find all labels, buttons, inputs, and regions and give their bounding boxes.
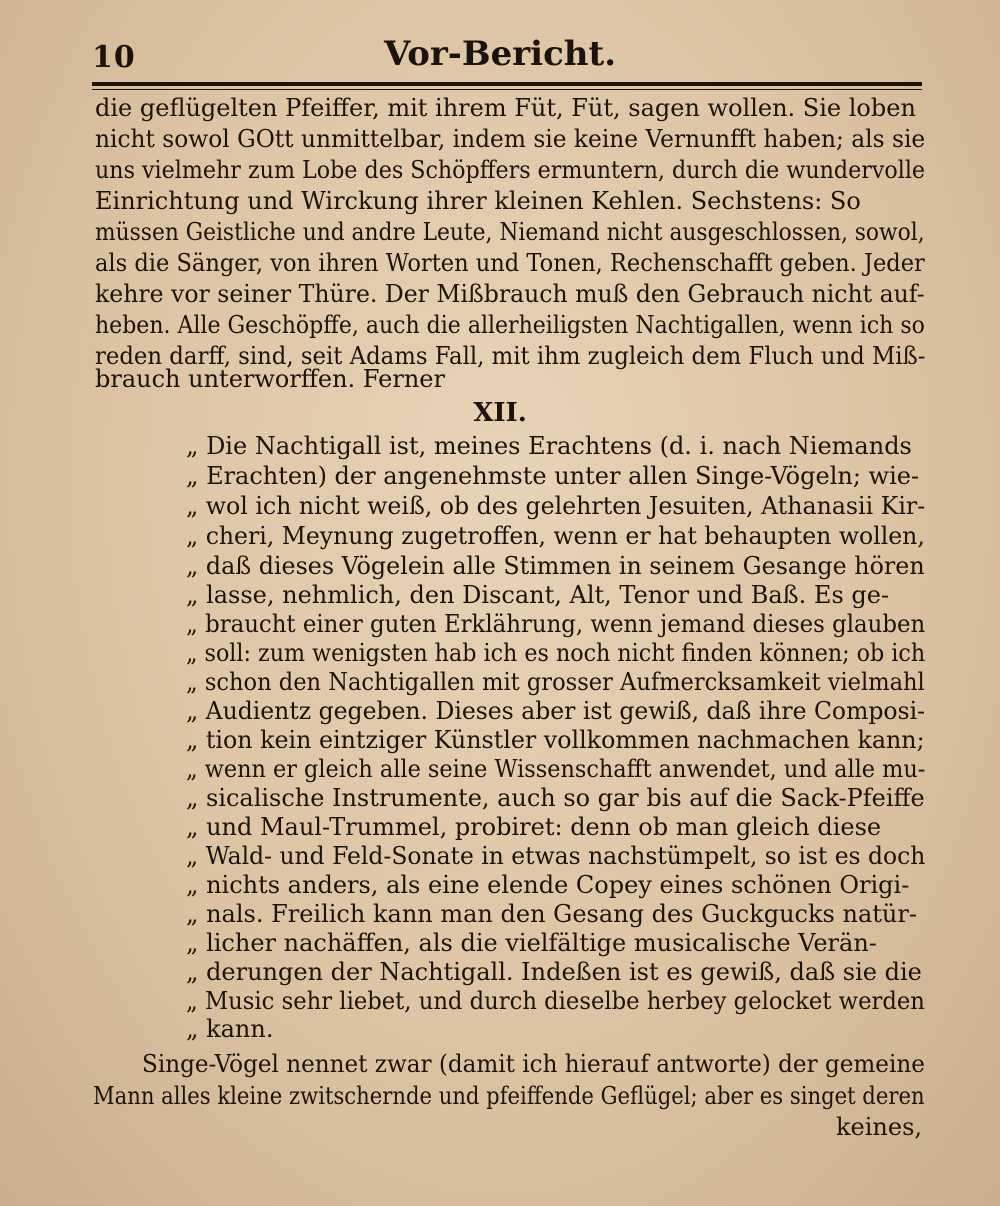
quote-line: „ lasse, nehmlich, den Discant, Alt, Tenor und Baß. Es ge-: [186, 581, 890, 609]
catchword: keines,: [836, 1113, 923, 1141]
text-line: brauch unterworffen. Ferner: [95, 365, 445, 393]
text-line: als die Sänger, von ihren Worten und Tonen, Rechenschafft geben. Jeder: [95, 249, 925, 277]
text-line: die geflügelten Pfeiffer, mit ihrem Füt, Füt, sagen wollen. Sie loben: [95, 94, 916, 122]
quote-line: „ derungen der Nachtigall. Indeßen ist es gewiß, daß sie die: [186, 958, 922, 986]
quote-line: „ Erachten) der angenehmste unter allen Singe-Vögeln; wie-: [186, 462, 920, 490]
text-line: heben. Alle Geschöpffe, auch die allerheiligsten Nachtigallen, wenn ich so: [95, 311, 925, 339]
quote-line: „ kann.: [186, 1015, 274, 1043]
text-line: nicht sowol GOtt unmittelbar, indem sie keine Vernunfft haben; als sie: [95, 125, 926, 153]
text-line: kehre vor seiner Thüre. Der Mißbrauch muß den Gebrauch nicht auf-: [95, 280, 925, 308]
text-line: Einrichtung und Wirckung ihrer kleinen Kehlen. Sechstens: So: [95, 187, 861, 215]
text-line: reden darff, sind, seit Adams Fall, mit ihm zugleich dem Fluch und Miß-: [95, 342, 926, 370]
section-heading: XII.: [473, 398, 527, 428]
quote-line: „ soll: zum wenigsten hab ich es noch nicht finden können; ob ich: [186, 639, 926, 667]
quote-line: „ und Maul-Trummel, probiret: denn ob man gleich diese: [186, 813, 882, 841]
header-rule: [92, 82, 922, 86]
quote-line: „ sicalische Instrumente, auch so gar bis auf die Sack-Pfeiffe: [186, 784, 925, 812]
quote-line: „ Music sehr liebet, und durch dieselbe herbey gelocket werden: [186, 987, 925, 1015]
quote-line: „ wenn er gleich alle seine Wissenschafft anwendet, und alle mu-: [186, 755, 926, 783]
text-line: Singe-Vögel nennet zwar (damit ich hierauf antworte) der gemeine: [142, 1050, 925, 1078]
quote-line: „ Audientz gegeben. Dieses aber ist gewiß, daß ihre Composi-: [186, 697, 926, 725]
quote-line: „ wol ich nicht weiß, ob des gelehrten Jesuiten, Athanasii Kir-: [186, 492, 926, 520]
quote-line: „ licher nachäffen, als die vielfältige musicalische Verän-: [186, 929, 877, 957]
quote-line: „ schon den Nachtigallen mit grosser Aufmercksamkeit vielmahl: [186, 668, 925, 696]
text-line: müssen Geistliche und andre Leute, Niemand nicht ausgeschlossen, sowol,: [95, 218, 925, 246]
page-number: 10: [92, 40, 136, 75]
text-line: uns vielmehr zum Lobe des Schöpffers ermuntern, durch die wundervolle: [95, 156, 926, 184]
quote-line: „ tion kein eintziger Künstler vollkommen nachmachen kann;: [186, 726, 925, 754]
quote-line: „ nichts anders, als eine elende Copey eines schönen Origi-: [186, 871, 910, 899]
quote-line: „ braucht einer guten Erklährung, wenn jemand dieses glauben: [186, 610, 926, 638]
running-head: Vor-Bericht.: [383, 34, 617, 74]
quote-line: „ daß dieses Vögelein alle Stimmen in seinem Gesange hören: [186, 552, 925, 580]
quote-line: „ Die Nachtigall ist, meines Erachtens (d. i. nach Niemands: [186, 432, 912, 460]
text-line: Mann alles kleine zwitschernde und pfeiffende Geflügel; aber es singet deren: [93, 1082, 925, 1110]
quote-line: „ Wald- und Feld-Sonate in etwas nachstümpelt, so ist es doch: [186, 842, 926, 870]
quote-line: „ nals. Freilich kann man den Gesang des Guckgucks natür-: [186, 900, 917, 928]
quote-line: „ cheri, Meynung zugetroffen, wenn er hat behaupten wollen,: [186, 522, 925, 550]
header-rule-thin: [92, 89, 922, 90]
